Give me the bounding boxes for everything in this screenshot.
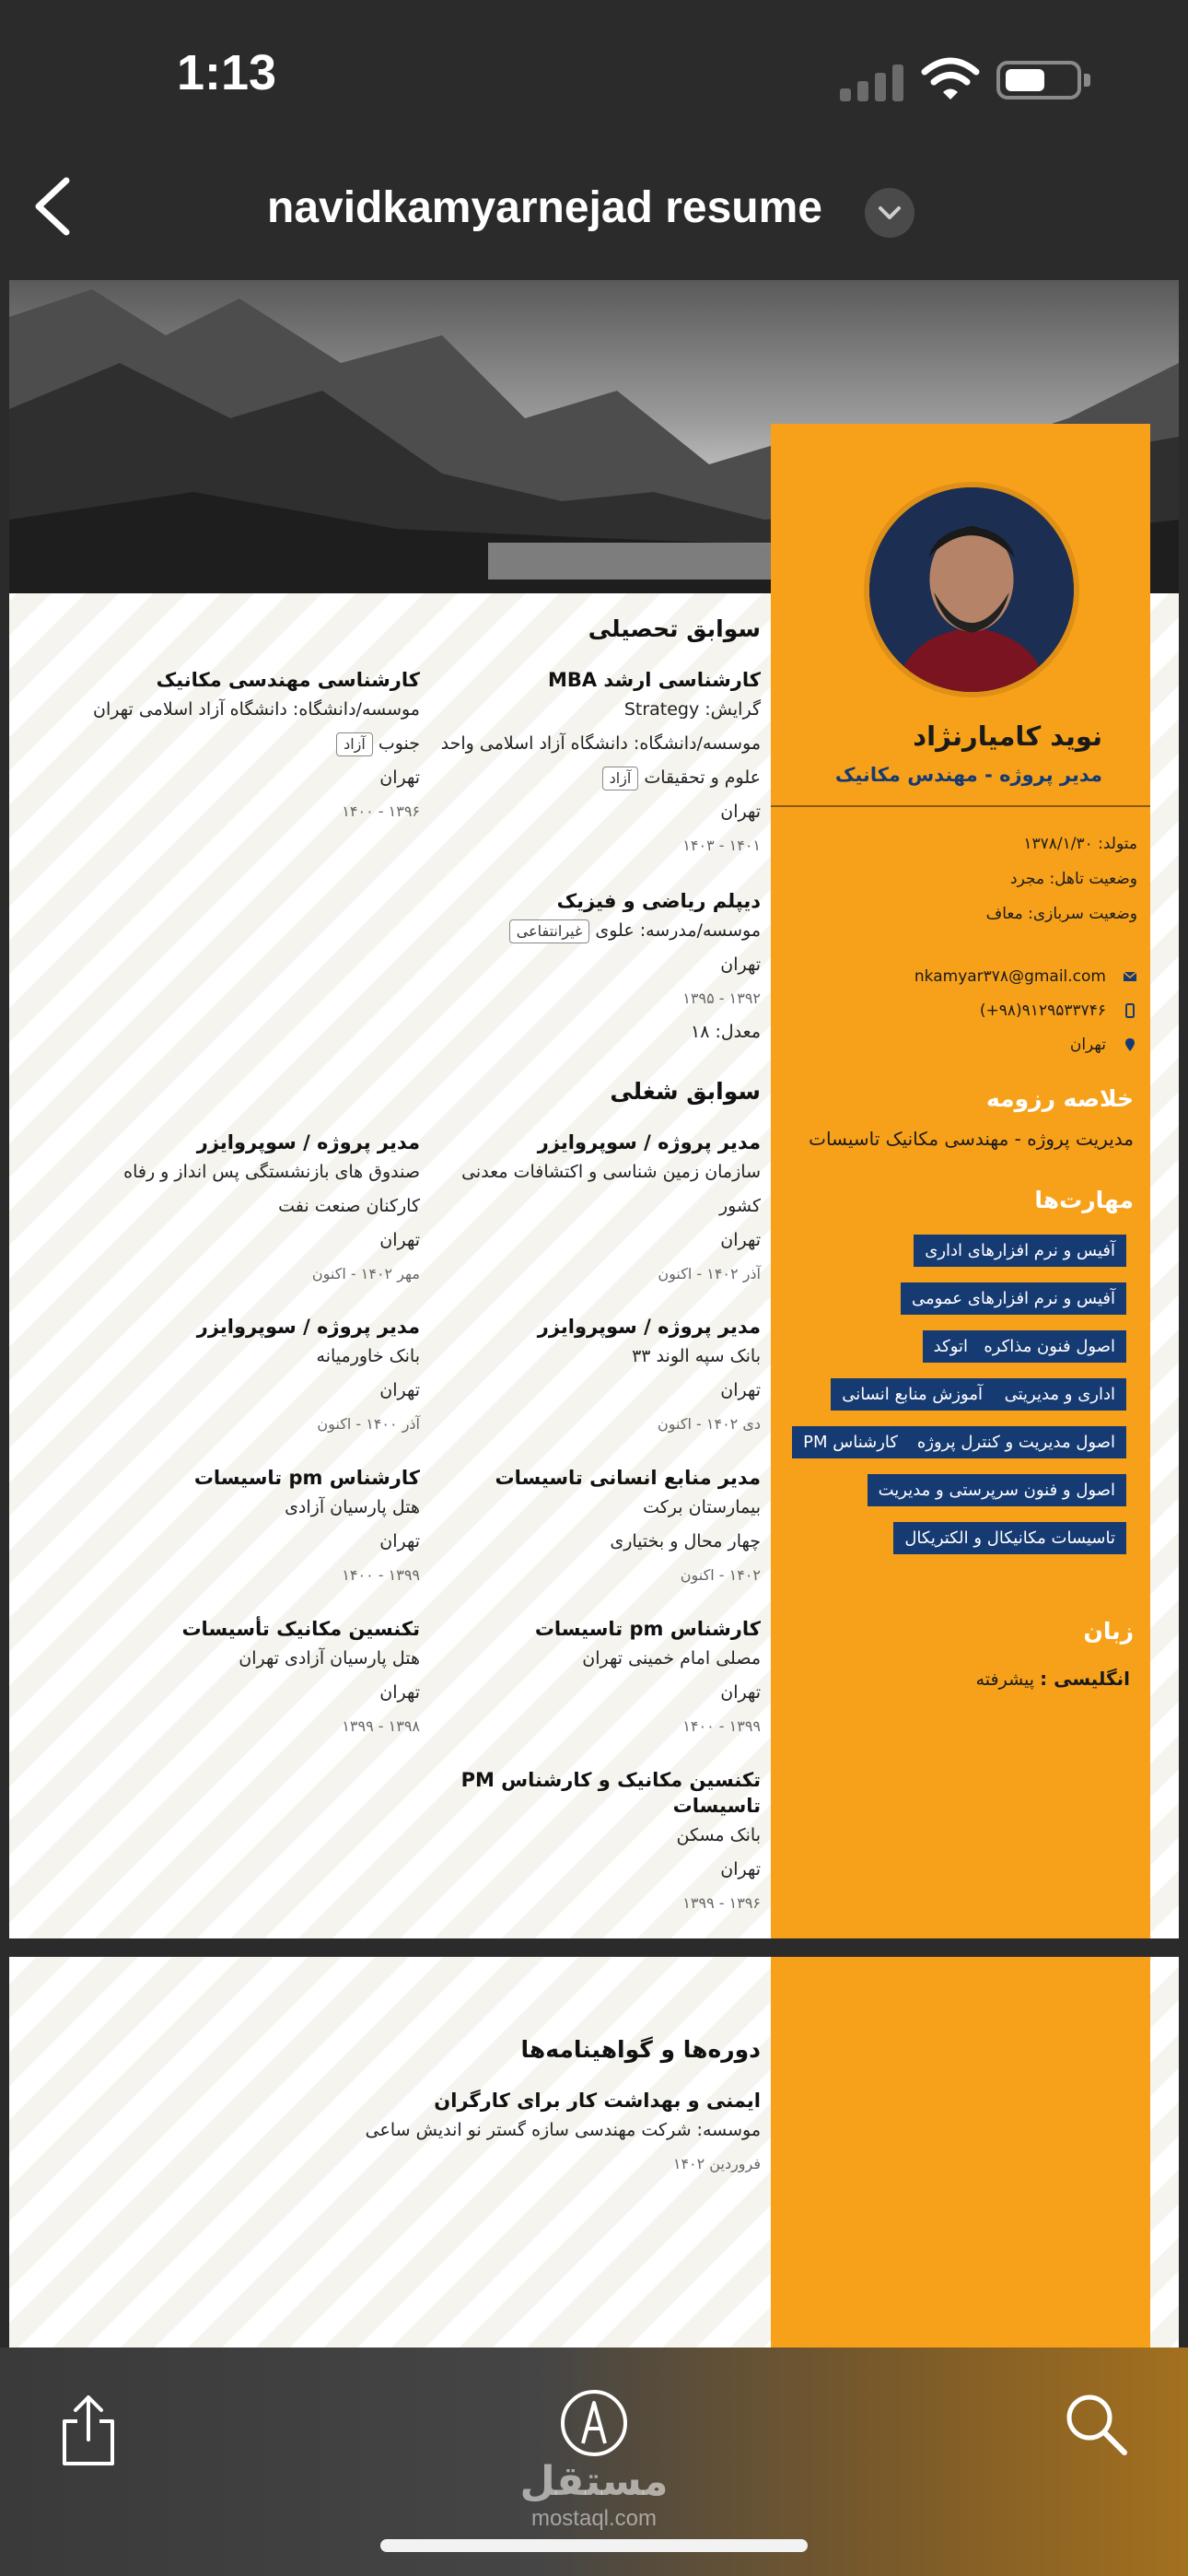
entry-city: تهران	[379, 1230, 420, 1250]
navigation-bar	[0, 138, 1188, 272]
watermark-logo: مستقل	[519, 2458, 669, 2505]
entry-city: چهار محال و بختیاری	[610, 1531, 761, 1551]
certificates-heading: دوره‌ها و گواهینامه‌ها	[520, 2036, 761, 2063]
cellular-signal-icon	[840, 63, 906, 101]
entry-title: مدیر پروژه / سوپروایزر	[196, 1131, 420, 1153]
entry-city: تهران	[379, 1682, 420, 1703]
title-menu-button[interactable]	[865, 188, 914, 238]
profile-name: نوید کامیارنژاد	[913, 720, 1102, 752]
entry-city: تهران	[379, 767, 420, 788]
entry-title: کارشناسی ارشد MBA	[547, 669, 761, 691]
education-entry	[429, 888, 761, 1049]
language-heading: زبان	[1083, 1618, 1134, 1645]
skills-heading: مهارت‌ها	[1034, 1187, 1134, 1213]
entry-line: سازمان زمین شناسی و اکتشافات معدنی	[461, 1162, 761, 1182]
entry-line: کارکنان صنعت نفت	[278, 1196, 420, 1216]
entry-title: ایمنی و بهداشت کار برای کارگران	[434, 2090, 761, 2112]
battery-icon	[996, 61, 1081, 100]
home-indicator[interactable]	[380, 2539, 808, 2552]
entry-date: ۱۳۹۲ - ۱۳۹۵	[682, 989, 761, 1007]
entry-date: آذر ۱۴۰۲ - اکنون	[658, 1265, 761, 1282]
watermark-url: mostaql.com	[530, 2506, 658, 2531]
skill-chip: اصول مدیریت و کنترل پروژه	[906, 1426, 1126, 1458]
entry-date: ۱۴۰۱ - ۱۴۰۳	[682, 837, 761, 854]
wifi-icon	[921, 57, 980, 101]
experience-entry	[392, 1767, 761, 1920]
skill-chip: اصول فنون مذاکره	[973, 1330, 1126, 1363]
entry-title: دیپلم ریاضی و فیزیک	[556, 890, 761, 912]
military-status: وضعیت سربازی: معاف	[985, 905, 1137, 923]
entry-city: تهران	[720, 1859, 761, 1879]
email-text: nkamyar۳۷۸@gmail.com	[914, 967, 1106, 986]
skill-chip: تاسیسات مکانیکال و الکتریکال	[893, 1522, 1126, 1554]
document-title[interactable]: navidkamyarnejad resume	[267, 183, 822, 232]
experience-entry	[88, 1465, 420, 1592]
entry-line: علوم و تحقیقات	[644, 767, 761, 788]
entry-line: بیمارستان برکت	[643, 1497, 761, 1517]
entry-line: موسسه/دانشگاه: دانشگاه آزاد اسلامی واحد	[440, 733, 761, 754]
entry-line: هتل پارسیان آزادی	[285, 1497, 420, 1517]
entry-line: بانک سپه الوند ۳۳	[632, 1346, 761, 1366]
entry-line: بانک مسکن	[676, 1825, 761, 1845]
birth-date: متولد: ۱۳۷۸/۱/۳۰	[1023, 835, 1137, 853]
education-entry	[88, 667, 420, 828]
entry-date: ۱۳۹۹ - ۱۴۰۰	[682, 1717, 761, 1735]
entry-date: دی ۱۴۰۲ - اکنون	[658, 1415, 761, 1433]
entry-gpa: معدل: ۱۸	[691, 1022, 761, 1042]
bottom-toolbar	[0, 2348, 1188, 2576]
experience-entry	[429, 1616, 761, 1743]
city-text: تهران	[1069, 1036, 1106, 1054]
language-name: انگلیسی :	[1040, 1668, 1130, 1690]
entry-title: مدیر پروژه / سوپروایزر	[196, 1316, 420, 1338]
skill-chip: اصول و فنون سرپرستی و مدیریت	[868, 1474, 1126, 1506]
entry-date: ۱۳۹۶ - ۱۳۹۹	[682, 1894, 761, 1912]
entry-date: ۱۳۹۹ - ۱۴۰۰	[342, 1566, 420, 1584]
location-pin-icon	[1123, 1037, 1137, 1052]
share-icon[interactable]	[59, 2394, 118, 2467]
profile-role: مدیر پروژه - مهندس مکانیک	[834, 764, 1102, 786]
entry-line: موسسه/مدرسه: علوی	[595, 920, 761, 941]
institution-type-badge: غیرانتفاعی	[509, 919, 590, 943]
entry-title: مدیر پروژه / سوپروایزر	[537, 1316, 761, 1338]
search-icon[interactable]	[1064, 2392, 1128, 2456]
resume-page-1[interactable]	[9, 280, 1179, 1938]
entry-date: ۱۴۰۲ - اکنون	[680, 1566, 761, 1584]
skill-chip: اداری و مدیریتی	[994, 1378, 1126, 1411]
chevron-down-icon	[865, 188, 914, 238]
summary-heading: خلاصه رزومه	[986, 1085, 1134, 1112]
entry-line: بانک خاورمیانه	[316, 1346, 420, 1366]
entry-line: صندوق های بازنشستگی پس انداز و رفاه	[123, 1162, 420, 1182]
back-chevron-icon[interactable]	[26, 173, 81, 240]
entry-title: کارشناس pm تاسیسات	[534, 1618, 761, 1640]
entry-city: تهران	[720, 1380, 761, 1400]
entry-city: تهران	[720, 1682, 761, 1703]
entry-city: تهران	[379, 1531, 420, 1551]
entry-line: موسسه/دانشگاه: دانشگاه آزاد اسلامی تهران	[93, 699, 420, 720]
phone-text: (+۹۸)۹۱۲۹۵۳۳۷۴۶	[979, 1001, 1106, 1020]
language-level: پیشرفته	[975, 1669, 1035, 1690]
marital-status: وضعیت تاهل: مجرد	[1010, 870, 1137, 888]
skill-chip: آفیس و نرم افزارهای اداری	[914, 1235, 1126, 1267]
skill-chip: کارشناس PM	[792, 1426, 909, 1458]
entry-city: تهران	[379, 1380, 420, 1400]
summary-text: مدیریت پروژه - مهندسی مکانیک تاسیسات	[809, 1128, 1134, 1150]
experience-heading: سوابق شغلی	[610, 1078, 761, 1105]
entry-line: موسسه: شرکت مهندسی سازه گستر نو اندیش ساعی	[365, 2120, 761, 2140]
entry-date: ۱۳۹۶ - ۱۴۰۰	[342, 802, 420, 820]
entry-title: مدیر پروژه / سوپروایزر	[537, 1131, 761, 1153]
entry-date: ۱۳۹۸ - ۱۳۹۹	[342, 1717, 420, 1735]
contact-phone	[787, 1001, 1137, 1020]
experience-entry	[88, 1314, 420, 1441]
entry-line: گرایش: Strategy	[623, 699, 761, 720]
entry-title: تکنسین مکانیک و کارشناس PM تاسیسات	[460, 1769, 761, 1817]
certificate-entry	[355, 2088, 761, 2181]
entry-date: فروردین ۱۴۰۲	[672, 2155, 761, 2172]
experience-entry	[429, 1314, 761, 1441]
entry-line: جنوب	[378, 733, 420, 754]
entry-city: تهران	[720, 802, 761, 822]
institution-type-badge: آزاد	[336, 732, 373, 756]
skill-chip: آموزش منابع انسانی	[831, 1378, 994, 1411]
entry-date: آذر ۱۴۰۰ - اکنون	[317, 1415, 420, 1433]
entry-city: تهران	[720, 1230, 761, 1250]
language-item	[798, 1668, 1130, 1690]
profile-sidebar	[771, 424, 1150, 1938]
experience-entry	[88, 1130, 420, 1291]
entry-line: کشور	[719, 1196, 761, 1216]
contact-email	[787, 967, 1137, 986]
contact-location	[787, 1036, 1137, 1054]
entry-city: تهران	[720, 954, 761, 975]
entry-title: کارشناس pm تاسیسات	[193, 1467, 420, 1489]
entry-line: هتل پارسیان آزادی تهران	[239, 1648, 420, 1669]
education-heading: سوابق تحصیلی	[588, 615, 761, 642]
entry-title: تکنسین مکانیک تأسیسات	[181, 1618, 420, 1640]
entry-line: مصلی امام خمینی تهران	[582, 1648, 761, 1669]
profile-photo	[864, 482, 1079, 697]
sidebar-divider	[771, 805, 1150, 807]
email-icon	[1123, 969, 1137, 984]
experience-entry	[429, 1130, 761, 1291]
skill-chip: آفیس و نرم افزارهای عمومی	[901, 1282, 1126, 1315]
entry-title: مدیر منابع انسانی تاسیسات	[495, 1467, 761, 1489]
institution-type-badge: آزاد	[602, 767, 639, 790]
mobile-phone-icon	[1123, 1003, 1137, 1018]
status-bar	[0, 0, 1188, 138]
experience-entry	[88, 1616, 420, 1743]
status-time: 1:13	[177, 45, 277, 100]
experience-entry	[429, 1465, 761, 1592]
entry-date: مهر ۱۴۰۲ - اکنون	[311, 1265, 420, 1282]
entry-title: کارشناسی مهندسی مکانیک	[156, 669, 420, 691]
markup-pen-icon[interactable]	[559, 2388, 629, 2458]
education-entry	[429, 667, 761, 862]
skill-chip: اتوکد	[923, 1330, 979, 1363]
